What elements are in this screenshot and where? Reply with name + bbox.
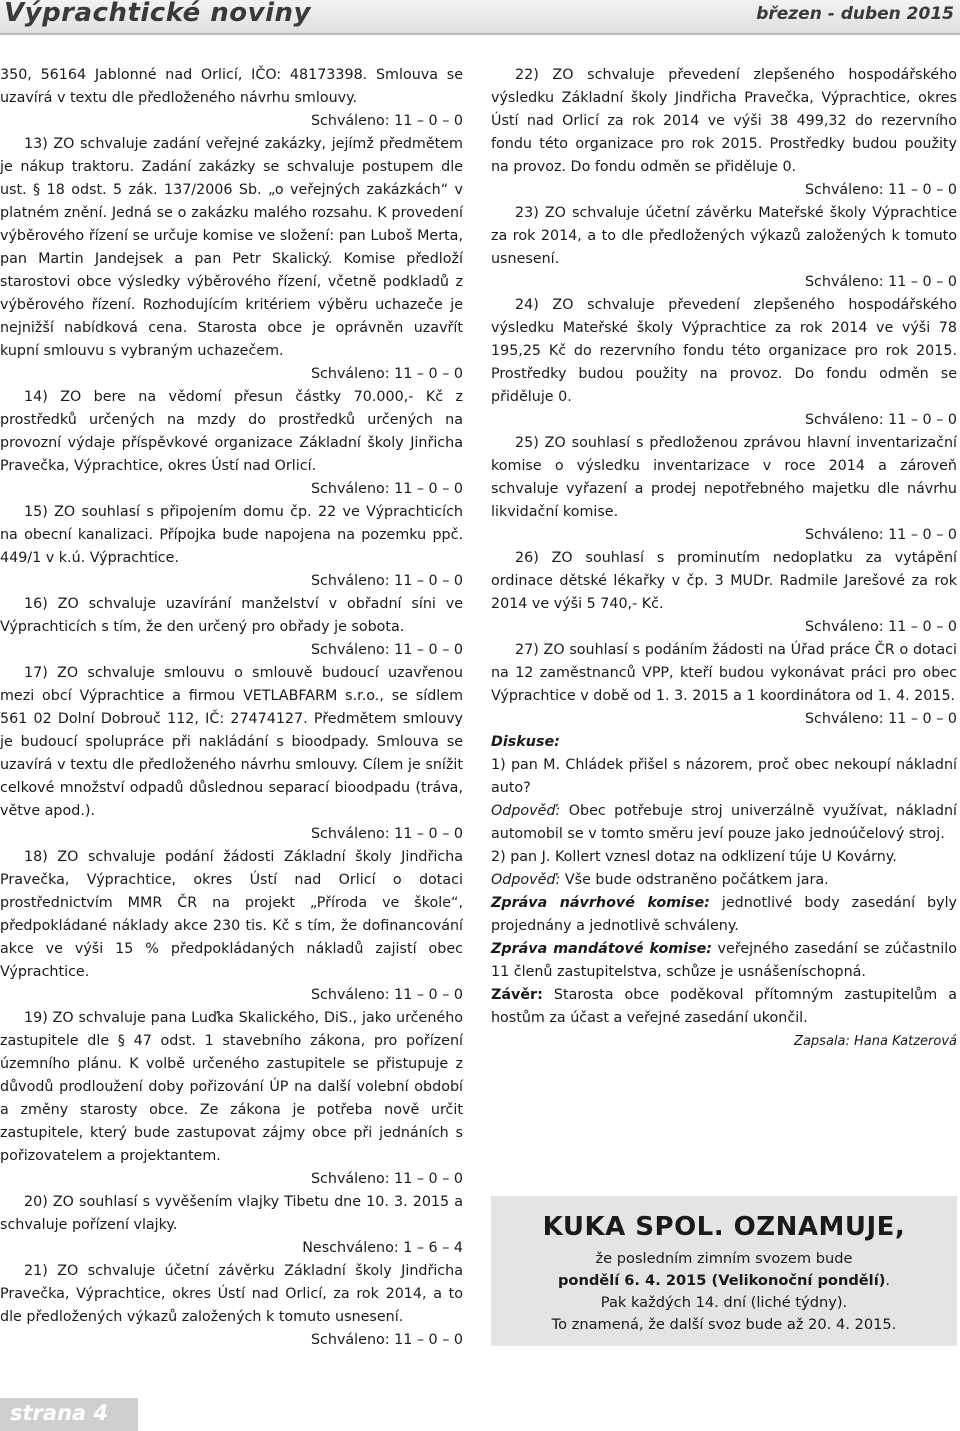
question: 1) pan M. Chládek přišel s názorem, proč obec nekoupí nákladní auto? <box>491 757 957 796</box>
answer <box>491 869 957 892</box>
answer-text: Obec potřebuje stroj univerzálně využívat, nákladní automobil se v tomto směru jeví pouze jako jednoúčelový stroj. <box>491 803 957 842</box>
vote-result: Neschváleno: 1 – 6 – 4 <box>302 1240 463 1256</box>
vote-result: Schváleno: 11 – 0 – 0 <box>804 412 957 428</box>
vote-result: Schváleno: 11 – 0 – 0 <box>310 1171 463 1187</box>
vote-result: Schváleno: 11 – 0 – 0 <box>310 826 463 842</box>
notice-line <box>491 1270 957 1292</box>
page-footer <box>0 1398 138 1431</box>
vote-result: Schváleno: 11 – 0 – 0 <box>804 274 957 290</box>
conclusion-text: Starosta obce poděkoval přítomným zastupitelům a hostům za účast a veřejné zasedání ukončil. <box>491 987 957 1026</box>
discussion-heading: Diskuse: <box>491 734 560 750</box>
report-text: jednotlivé body zasedání byly projednány a jednotlivě schváleny. <box>491 895 957 934</box>
vote-result: Schváleno: 11 – 0 – 0 <box>310 987 463 1003</box>
signature: Zapsala: Hana Katzerová <box>794 1034 957 1049</box>
page-number: strana 4 <box>10 1401 109 1425</box>
notice-line: To znamená, že další svoz bude až 20. 4. 2015. <box>551 1316 897 1333</box>
notice-line: Pak každých 14. dní (liché týdny). <box>600 1294 848 1311</box>
paragraph: 16) ZO schvaluje uzavírání manželství v obřadní síni ve Výprachticích s tím, že den určený pro obřady je sobota. <box>0 596 463 635</box>
report-text: veřejného zasedání se zúčastnilo 11 členů zastupitelstva, schůze je usnášeníschopná. <box>491 941 957 980</box>
paragraph: 350, 56164 Jablonné nad Orlicí, IČO: 48173398. Smlouva se uzavírá v textu dle předloženého návrhu smlouvy. <box>0 67 463 106</box>
paragraph: 23) ZO schvaluje účetní závěrku Mateřské školy Výprachtice za rok 2014, a to dle předložených výkazů založených k tomuto usnesení. <box>491 205 957 267</box>
report <box>491 938 957 984</box>
vote-result: Schváleno: 11 – 0 – 0 <box>804 711 957 727</box>
vote-result: Schváleno: 11 – 0 – 0 <box>310 1332 463 1348</box>
vote-result: Schváleno: 11 – 0 – 0 <box>310 481 463 497</box>
paragraph: 13) ZO schvaluje zadání veřejné zakázky, jejímž předmětem je nákup traktoru. Zadání zakázky se schvaluje postupem dle ust. § 18 odst. 5 zák. 137/2006 Sb. „o veřejných zakázkách“ v platném znění. Jedná se o zakázku malého rozsahu. K provedení výběrového řízení se určuje komise ve složení: pan Luboš Merta, pan Martin Jandejsek a pan Petr Skalický. Komise předloží starostovi obce výsledky výběrového řízení, včetně podkladů z výběrového řízení. Rozhodujícím kritériem výběru uchazeče je nejnižší nabídková cena. Starosta obce je oprávněn uzavřít kupní smlouvu s vybraným uchazečem. <box>0 136 463 359</box>
answer-label: Odpověď: <box>491 803 561 819</box>
paragraph: 24) ZO schvaluje převedení zlepšeného hospodářského výsledku Mateřské školy Výprachtice za rok 2014 ve výši 78 195,25 Kč do rezervního fondu této organizace pro rok 2015. Prostředky budou použity na provoz. Do fondu odměn se přiděluje 0. <box>491 297 957 405</box>
vote-result: Schváleno: 11 – 0 – 0 <box>804 619 957 635</box>
paragraph: 27) ZO souhlasí s podáním žádosti na Úřad práce ČR o dotaci na 12 zaměstnanců VPP, kteří budou vykonávat práci pro obec Výprachtice v době od 1. 3. 2015 a 1 koordinátora od 1. 4. 2015. <box>491 642 957 704</box>
paragraph: 15) ZO souhlasí s připojením domu čp. 22 ve Výprachticích na obecní kanalizaci. Přípojka bude napojena na pozemku ppč. 449/1 v k.ú. Výprachtice. <box>0 504 463 566</box>
notice-date: pondělí 6. 4. 2015 (Velikonoční pondělí) <box>557 1272 886 1289</box>
kuka-notice-box <box>491 1196 957 1346</box>
answer-text: Vše bude odstraněno počátkem jara. <box>560 872 829 888</box>
vote-result: Schváleno: 11 – 0 – 0 <box>310 573 463 589</box>
paragraph: 14) ZO bere na vědomí přesun částky 70.000,- Kč z prostředků určených na mzdy do prostředků určených na provozní výdaje příspěvkové organizace Základní školy Jinřicha Pravečka, Výprachtice, okres Ústí nad Orlicí. <box>0 389 463 474</box>
issue-date: březen - duben 2015 <box>756 4 954 24</box>
question: 2) pan J. Kollert vznesl dotaz na odklizení túje U Kovárny. <box>491 849 897 865</box>
answer-label: Odpověď: <box>491 872 561 888</box>
conclusion-label: Závěr: <box>491 987 543 1003</box>
notice-line: že posledním zimním svozem bude <box>595 1250 853 1267</box>
paragraph: 20) ZO souhlasí s vyvěšením vlajky Tibetu dne 10. 3. 2015 a schvaluje pořízení vlajky. <box>0 1194 463 1233</box>
report <box>491 892 957 938</box>
vote-result: Schváleno: 11 – 0 – 0 <box>310 366 463 382</box>
report-label: Zpráva návrhové komise: <box>491 895 710 911</box>
paragraph: 17) ZO schvaluje smlouvu o smlouvě budoucí uzavřenou mezi obcí Výprachtice a firmou VETLABFARM s.r.o., se sídlem 561 02 Dolní Dobrouč 112, IČ: 27474127. Předmětem smlouvy je budoucí spolupráce při nakládání s bioodpady. Smlouva se uzavírá v textu dle předloženého návrhu smlouvy. Cílem je snížit celkové množství odpadů důslednou separací bioodpadu (tráva, větve apod.). <box>0 665 463 819</box>
page-header <box>0 0 960 35</box>
notice-title: KUKA SPOL. OZNAMUJE, <box>542 1212 906 1242</box>
conclusion <box>491 984 957 1030</box>
vote-result: Schváleno: 11 – 0 – 0 <box>804 527 957 543</box>
paragraph: 19) ZO schvaluje pana Luďka Skalického, DiS., jako určeného zastupitele dle § 47 odst. 1 stavebního zákona, pro pořízení územního plánu. K volbě určeného zastupitele se přistupuje z důvodů prodloužení doby pořizování ÚP na další volební období a změny starosty obce. Ze zákona je potřeba nově určit zastupitele, který bude zastupovat zájmy obce při jednáních s pořizovatelem a projektantem. <box>0 1010 463 1164</box>
answer <box>491 800 957 846</box>
paragraph: 26) ZO souhlasí s prominutím nedoplatku za vytápění ordinace dětské lékařky v čp. 3 MUDr. Radmile Jarešové za rok 2014 ve výši 5 740,- Kč. <box>491 550 957 612</box>
newspaper-title: Výprachtické noviny <box>4 0 311 28</box>
paragraph: 22) ZO schvaluje převedení zlepšeného hospodářského výsledku Základní školy Jindřicha Pravečka, Výprachtice, okres Ústí nad Orlicí za rok 2014 ve výši 38 499,32 do rezervního fondu této organizace pro rok 2015. Prostředky budou použity na provoz. Do fondu odměn se přiděluje 0. <box>491 67 957 175</box>
vote-result: Schváleno: 11 – 0 – 0 <box>310 642 463 658</box>
report-label: Zpráva mandátové komise: <box>491 941 713 957</box>
right-column <box>491 64 957 1053</box>
paragraph: 25) ZO souhlasí s předloženou zprávou hlavní inventarizační komise o výsledku inventarizace v roce 2014 a zároveň schvaluje vyřazení a prodej nepotřebného majetku dle návrhu likvidační komise. <box>491 435 957 520</box>
vote-result: Schváleno: 11 – 0 – 0 <box>804 182 957 198</box>
vote-result: Schváleno: 11 – 0 – 0 <box>310 113 463 129</box>
paragraph: 21) ZO schvaluje účetní závěrku Základní školy Jindřicha Pravečka, Výprachtice, okres Ústí nad Orlicí, za rok 2014, a to dle předložených výkazů založených k tomuto usnesení. <box>0 1263 463 1325</box>
notice-punct: . <box>885 1272 891 1289</box>
left-column <box>0 64 463 1352</box>
paragraph: 18) ZO schvaluje podání žádosti Základní školy Jindřicha Pravečka, Výprachtice, okres Ústí nad Orlicí o dotaci prostřednictvím MMR ČR na projekt „Příroda ve škole“, předpokládané náklady akce 230 tis. Kč s tím, že dofinancování akce ve výši 15 % předpokládaných nákladů zajistí obec Výprachtice. <box>0 849 463 980</box>
